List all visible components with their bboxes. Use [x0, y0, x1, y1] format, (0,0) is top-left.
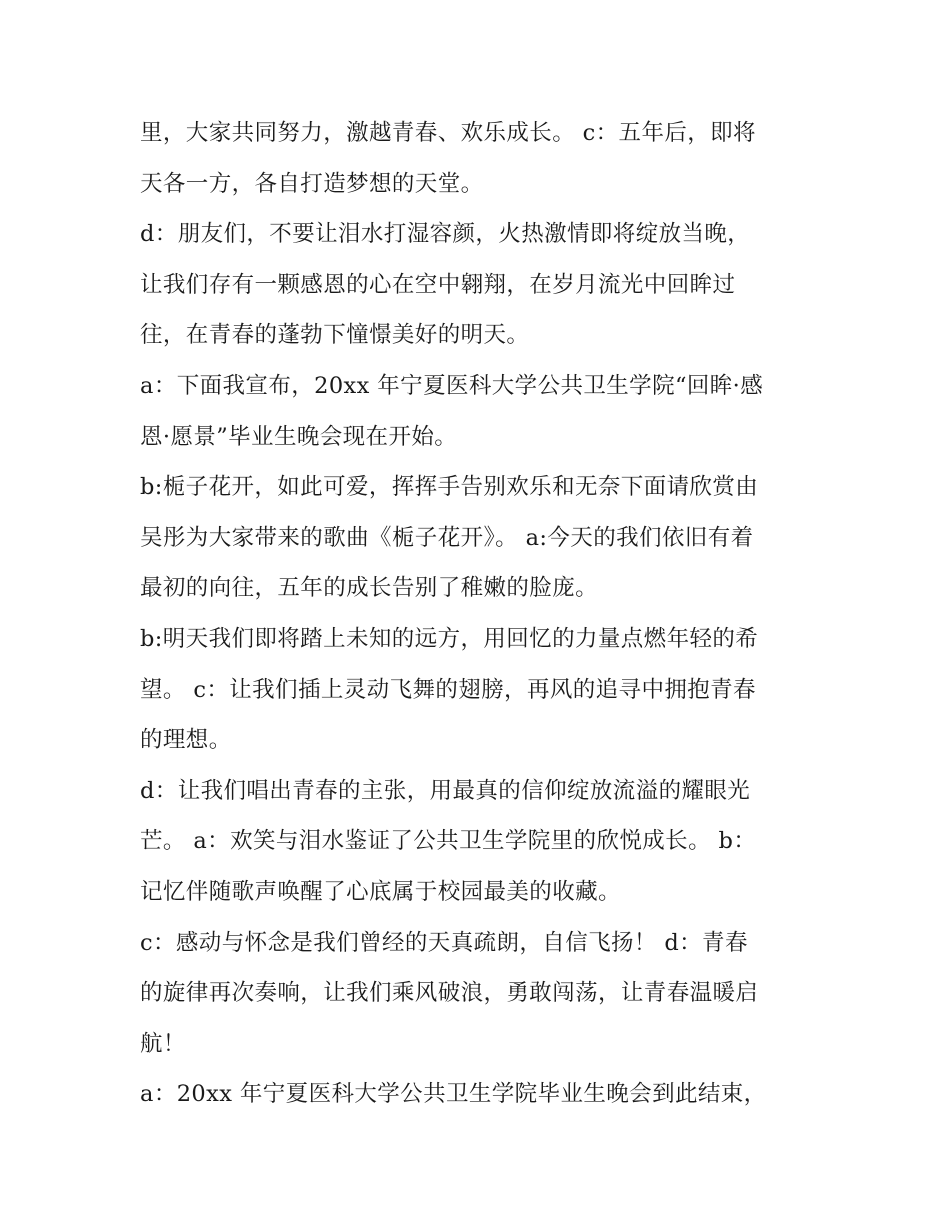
text-line: 天各一方，各自打造梦想的天堂。	[140, 170, 484, 197]
text-line: 让我们存有一颗感恩的心在空中翱翔，在岁月流光中回眸过	[140, 271, 736, 298]
text-line: 恩·愿景”毕业生晚会现在开始。	[140, 423, 458, 450]
text-line: 芒。 a：欢笑与泪水鉴证了公共卫生学院里的欣悦成长。 b：	[140, 828, 757, 855]
text-line: 吴彤为大家带来的歌曲《栀子花开》。 a:今天的我们依旧有着	[140, 524, 754, 551]
text-line: a：20xx 年宁夏医科大学公共卫生学院毕业生晚会到此结束，	[140, 1081, 767, 1108]
text-line: d：朋友们，不要让泪水打湿容颜，火热激情即将绽放当晚，	[140, 221, 751, 248]
text-line: b:明天我们即将踏上未知的远方，用回忆的力量点燃年轻的希	[140, 625, 759, 652]
paragraph-3	[140, 361, 820, 462]
paragraph-5	[140, 614, 820, 766]
paragraph-7	[140, 918, 820, 1070]
text-line: d：让我们唱出青春的主张，用最真的信仰绽放流溢的耀眼光	[140, 777, 751, 804]
paragraph-6	[140, 766, 820, 918]
paragraph-8	[140, 1069, 820, 1120]
text-line: b:栀子花开，如此可爱，挥挥手告别欢乐和无奈下面请欣赏由	[140, 474, 759, 501]
text-line: 里，大家共同努力，激越青春、欢乐成长。 c：五年后，即将	[140, 120, 756, 146]
document-body	[140, 108, 820, 1120]
paragraph-4	[140, 462, 820, 614]
text-line: 记忆伴随歌声唤醒了心底属于校园最美的收藏。	[140, 878, 621, 905]
text-line: 的旋律再次奏响，让我们乘风破浪，勇敢闯荡，让青春温暖启	[140, 980, 759, 1007]
text-line: 最初的向往，五年的成长告别了稚嫩的脸庞。	[140, 575, 599, 602]
text-line: 往，在青春的蓬勃下憧憬美好的明天。	[140, 322, 530, 349]
paragraph-1	[140, 108, 820, 209]
paragraph-2	[140, 209, 820, 361]
text-line: 望。 c：让我们插上灵动飞舞的翅膀，再风的追寻中拥抱青春	[140, 676, 756, 703]
text-line: 航！	[140, 1030, 186, 1057]
text-line: a：下面我宣布，20xx 年宁夏医科大学公共卫生学院“回眸·感	[140, 372, 764, 399]
text-line: c：感动与怀念是我们曾经的天真疏朗，自信飞扬！ d：青春	[140, 929, 748, 956]
text-line: 的理想。	[140, 727, 232, 754]
